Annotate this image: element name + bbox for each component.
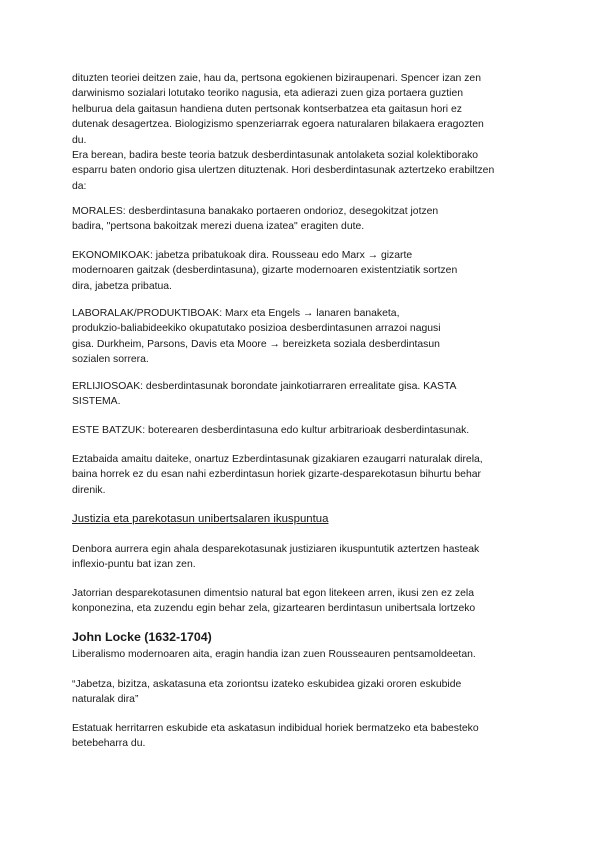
text-line: naturalak dira”	[72, 694, 139, 706]
text-line: inflexio-puntu bat izan zen.	[72, 559, 196, 571]
text-line: darwinismo sozialari lotutako teoriko nagusia, eta adierazi zuen giza portaera guztien	[72, 88, 464, 100]
section-heading-justizia	[72, 512, 532, 527]
paragraph-morales	[72, 204, 532, 235]
text-line: Liberalismo modernoaren aita, eragin handia izan zuen Rousseauren pentsamoldeetan.	[72, 649, 476, 660]
text-line: LABORALAK/PRODUKTIBOAK: Marx eta Engels → lanaren banaketa,	[72, 308, 400, 319]
text-line: direnik.	[72, 484, 106, 496]
text-line: helburua dela gaitasun handiena duten pertsonak kontserbatzea eta gaitasun hori ez	[72, 103, 462, 115]
heading-text: John Locke (1632-1704)	[72, 630, 212, 644]
text-line: sozialen sorrera.	[72, 354, 149, 366]
paragraph-laboralak	[72, 306, 532, 368]
text-line: dituzten teoriei deitzen zaie, hau da, pertsona egokienen biziraupenari. Spencer izan zen	[72, 73, 481, 84]
text-line: EKONOMIKOAK: jabetza pribatukoak dira. Rousseau edo Marx → gizarte	[72, 250, 413, 261]
text-line: Eztabaida amaitu daiteke, onartuz Ezberdintasunak gizakiaren ezaugarri naturalak direla,	[72, 454, 483, 465]
text-line: baina horrek ez du esan nahi ezberdintasun horiek gizarte-desparekotasun bihurtu behar	[72, 469, 481, 481]
text-line: dutenak desagertzea. Biologizismo spenzeriarrak egoera naturalaren bilakaera eragozten	[72, 119, 484, 131]
paragraph-liberalismo	[72, 647, 532, 662]
text-line: “Jabetza, bizitza, askatasuna eta zoriontsu izateko eskubidea gizaki ororen eskubide	[72, 679, 462, 690]
text-line: gisa. Durkheim, Parsons, Davis eta Moore → bereizketa soziala desberdintasun	[72, 338, 440, 350]
text-line: du.	[72, 134, 87, 146]
text-line: esparru baten ondorio gisa ulertzen dituztenak. Hori desberdintasunak aztertzeko erabiltzen	[72, 165, 495, 177]
text-line: ESTE BATZUK: boterearen desberdintasuna edo kultur arbitrarioak desberdintasunak.	[72, 425, 470, 436]
section-heading-locke	[72, 630, 532, 645]
text-line: modernoaren gaitzak (desberdintasuna), gizarte modernoaren existentziatik sortzen	[72, 265, 458, 277]
text-line: betebeharra du.	[72, 738, 146, 750]
paragraph-ekonomikoak	[72, 248, 532, 294]
paragraph-denbora	[72, 542, 532, 573]
text-line: ERLIJIOSOAK: desberdintasunak borondate jainkotiarraren errealitate gisa. KASTA	[72, 381, 457, 392]
text-line: MORALES: desberdintasuna banakako portaeren ondorioz, desegokitzat jotzen	[72, 206, 439, 217]
text-line: SISTEMA.	[72, 396, 121, 408]
text-line: Denbora aurrera egin ahala desparekotasunak justiziaren ikuspuntutik aztertzen hasteak	[72, 544, 480, 555]
paragraph-este-batzuk	[72, 423, 532, 438]
heading-text: Justizia eta parekotasun unibertsalaren ikuspuntua	[72, 513, 329, 525]
text-line: Era berean, badira beste teoria batzuk desberdintasunak antolaketa sozial kolektiborako	[72, 150, 479, 162]
quote-jabetza	[72, 677, 532, 708]
paragraph-erlijiosoak	[72, 379, 532, 410]
paragraph-eztabaida	[72, 452, 532, 498]
paragraph-jatorrian	[72, 586, 532, 617]
text-line: konponezina, eta zuzendu egin behar zela, gizartearen berdintasun unibertsala lortzeko	[72, 603, 476, 615]
text-line: da:	[72, 180, 87, 192]
text-line: dira, jabetza pribatua.	[72, 280, 172, 292]
paragraph-darwinismo	[72, 71, 532, 194]
text-line: Jatorrian desparekotasunen dimentsio natural bat egon litekeen arren, ikusi zen ez zela	[72, 588, 475, 599]
text-line: badira, "pertsona bakoitzak merezi duena izatea" eragiten dute.	[72, 221, 365, 233]
paragraph-estatuak	[72, 721, 532, 752]
text-line: produkzio-baliabideekiko okupatutako posizioa desberdintasunen arrazoi nagusi	[72, 323, 441, 335]
text-line: Estatuak herritarren eskubide eta askatasun indibidual horiek bermatzeko eta babesteko	[72, 723, 479, 734]
